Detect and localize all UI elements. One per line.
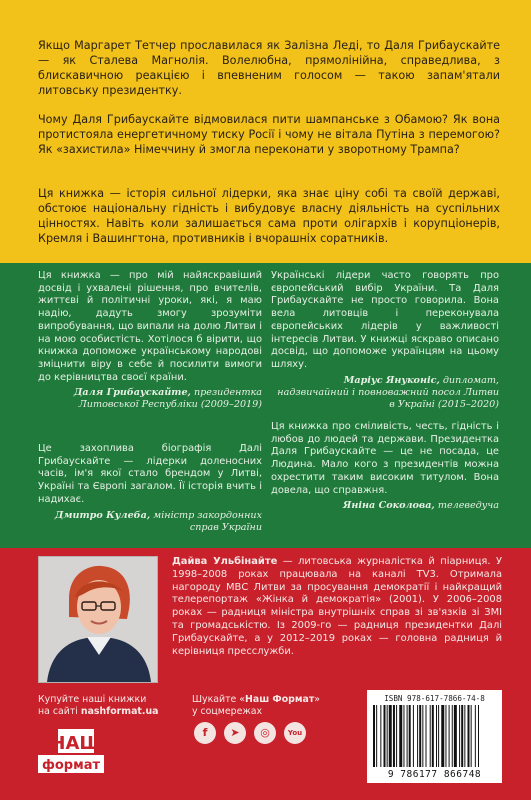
youtube-icon[interactable]: You xyxy=(284,722,306,744)
buy-line-2 xyxy=(38,706,158,718)
quote-role: дипломат, надзвичайний і повноважний посол Литви в Україні (2015–2020) xyxy=(277,374,499,410)
quote-author: Дмитро Кулеба, xyxy=(54,509,151,521)
quote-sokolova xyxy=(271,421,499,512)
publisher-logo-icon xyxy=(38,727,112,777)
quote-role: телеведуча xyxy=(437,500,499,512)
social-prefix: Шукайте « xyxy=(192,694,246,705)
questions-paragraph: Чому Даля Грибаускайте відмовилася пити шампанське з Обамою? Як вона протистояла енергетичному тиску Росії і чому не вітала Путіна з перемогою? Як «захистила» Німеччину й змогла переконати у зворотному Трампа? xyxy=(38,113,500,156)
quote-grybauskaite xyxy=(38,270,262,411)
quote-text: Це захоплива біографія Далі Грибаускайте — лідерки доленосних часів, ім'я якої стало брендом у Литві, Україні та Європі загалом. Її історія вчить і надихає. xyxy=(38,443,262,505)
quote-signature xyxy=(38,387,262,411)
buy-prefix: на сайті xyxy=(38,706,81,717)
quote-author: Яніна Соколова, xyxy=(342,500,435,512)
author-bio xyxy=(172,556,502,658)
summary-paragraph: Ця книжка — історія сильної лідерки, яка знає ціну собі та своїй державі, обстоює національну гідність і вибудовує власну діяльність на суспільних цінностях. Навіть коли залишається сама проти олігархів і корупціонерів, Кремля і Вашингтона, противників і вчорашніх соратників. xyxy=(38,187,500,245)
intro-paragraph: Якщо Маргарет Тетчер прославилася як Залізна Леді, то Даля Грибаускайте — як Сталева Магнолія. Волелюбна, прямолінійна, справедлива, з блискавичною реакцією і впевненим голосом — такою запам'ятали литовську президентку. xyxy=(38,39,500,97)
quote-role: міністр закордонних справ України xyxy=(153,509,262,533)
logo-top-text: НАШ xyxy=(50,733,102,754)
social-note xyxy=(192,694,320,718)
author-bio-text: — литовська журналістка й піарниця. У 1998–2008 роках працювала на каналі TV3. Отримала нагороду МВС Литви за просування демократії і найкращий телерепортаж «Жінка й демократія» (2001). У 2006–2008 роках — радниця міністра внутрішніх справ зі зв'язків зі ЗМІ та громадськістю. Із 2009-го — радниця президентки Далі Грибаускайте, а у 2012–2019 роках — головна радниця й керівниця пресслужби. xyxy=(172,556,502,657)
social-suffix: » xyxy=(314,694,321,705)
author-photo xyxy=(38,556,158,683)
buy-books-note xyxy=(38,694,158,718)
quote-author: Маріус Януконіс, xyxy=(343,374,440,386)
quote-text: Ця книжка — про мій найяскравіший досвід і ухвалені рішення, про вчителів, життєві й політичні уроки, які, я маю надію, дадуть змогу зрозуміти випробування, що випали на долю Литви і на мою особистість. Хотілося б вірити, що книжка допоможе українському народові зміцнити віру в себе й посилити вимоги до керівництва своєї країни. xyxy=(38,270,262,383)
author-portrait-image xyxy=(39,557,157,682)
author-name: Дайва Ульбінайте xyxy=(172,556,278,567)
telegram-icon[interactable]: ➤ xyxy=(224,722,246,744)
social-line-2: у соцмережах xyxy=(192,706,263,717)
quote-janukonis xyxy=(271,270,499,411)
instagram-icon[interactable]: ◎ xyxy=(254,722,276,744)
quote-signature xyxy=(271,500,499,512)
ean-number: 9 786177 866748 xyxy=(387,769,482,780)
quote-text: Ця книжка про сміливість, честь, гідність і любов до людей та держави. Президентка Даля Грибаускайте — це не посада, це Людина. Мало кого з президентів можна охрестити таким високим титулом. Вона довела, що справжня. xyxy=(271,421,499,496)
quote-signature xyxy=(38,510,262,534)
social-brand: Наш Формат xyxy=(245,694,315,705)
barcode-icon xyxy=(373,705,496,767)
facebook-icon[interactable]: f xyxy=(194,722,216,744)
logo-bottom-text: формат xyxy=(41,758,101,773)
quote-kuleba xyxy=(38,443,262,534)
isbn-text: ISBN 978-617-7866-74-8 xyxy=(384,694,485,703)
website-link[interactable]: nashformat.ua xyxy=(80,706,159,717)
quote-text: Українські лідери часто говорять про європейський вибір України. Та Даля Грибаускайте не просто говорила. Вона вела литовців і переконувала європейських лідерів у важливості інтересів Литви. У книжці яскраво описано досвід, що допоможе українцям на цьому шляху. xyxy=(271,270,499,370)
social-line-1 xyxy=(192,694,320,706)
quote-role: президентка Литовської Республіки (2009–2019) xyxy=(78,387,262,411)
quote-author: Даля Грибаускайте, xyxy=(73,387,191,399)
barcode-box xyxy=(367,690,502,783)
buy-line-1: Купуйте наші книжки xyxy=(38,694,147,705)
quote-signature xyxy=(271,375,499,411)
